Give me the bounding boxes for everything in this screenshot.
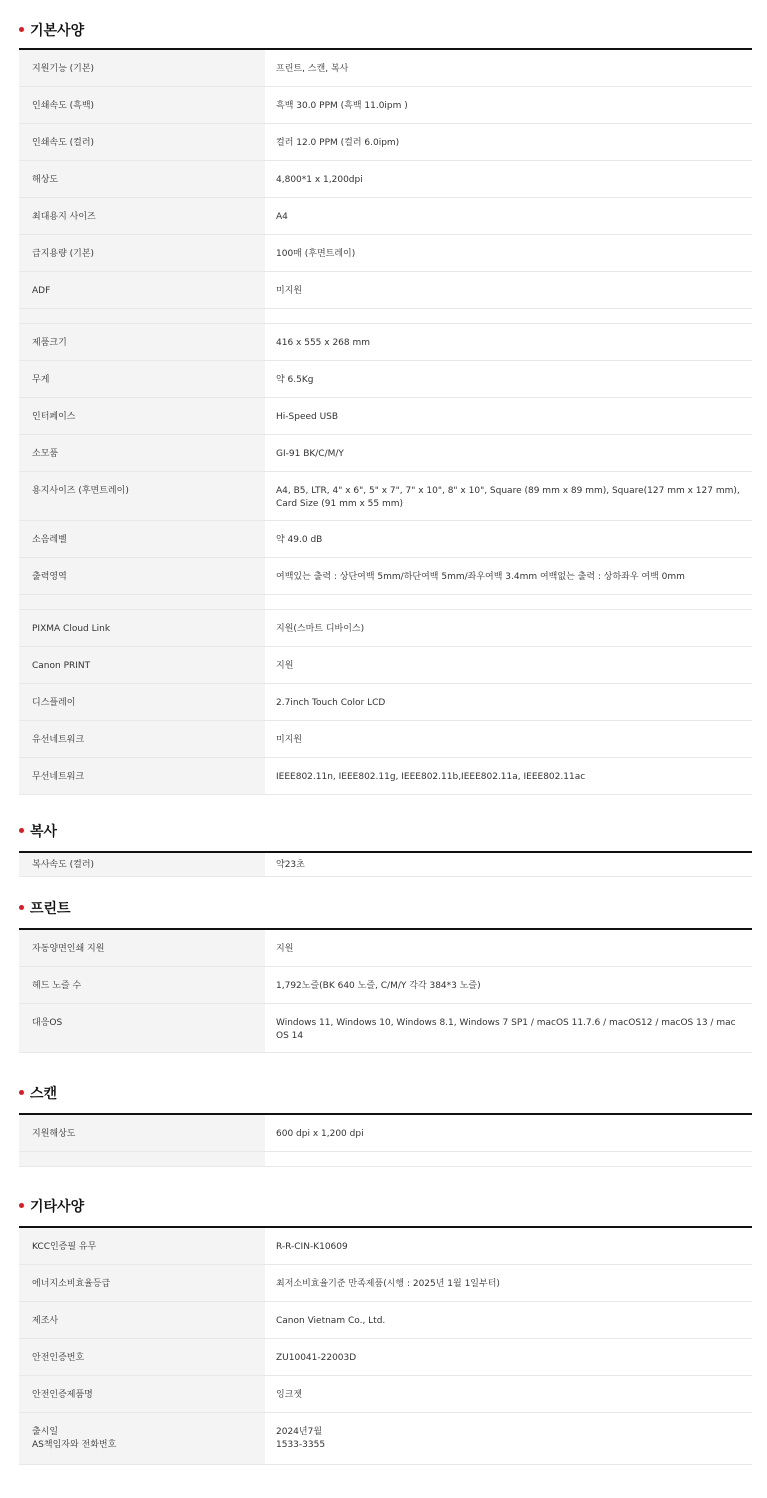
spec-value: GI-91 BK/C/M/Y: [276, 449, 344, 459]
spec-label: 안전인증제품명: [32, 1390, 93, 1400]
spec-row: [19, 50, 752, 87]
spec-label-cell: [19, 1228, 265, 1264]
spec-label: 해상도: [32, 175, 59, 185]
spec-label: 지원해상도: [32, 1129, 76, 1139]
spec-label: 출시일 AS책임자와 전화번호: [32, 1427, 117, 1450]
spec-label: 소모품: [32, 449, 59, 459]
spec-value: 1,792노즐(BK 640 노즐, C/M/Y 각각 384*3 노즐): [276, 981, 481, 991]
spec-row: [19, 1004, 752, 1053]
spec-label: PIXMA Cloud Link: [32, 624, 111, 634]
section-header: [19, 1085, 752, 1115]
spec-value: 잉크젯: [276, 1390, 303, 1400]
section-header: [19, 823, 752, 853]
bullet-dot-icon: [19, 1203, 24, 1208]
spec-label: 급지용량 (기본): [32, 249, 95, 259]
spec-label-cell: [19, 930, 265, 966]
spec-label: 디스플레이: [32, 698, 76, 708]
section-title: [19, 1085, 57, 1103]
spec-label: Canon PRINT: [32, 661, 91, 671]
spec-value: 600 dpi x 1,200 dpi: [276, 1129, 364, 1139]
spec-label-cell: [19, 1265, 265, 1301]
spec-label: ADF: [32, 286, 51, 296]
spec-label-cell: [19, 235, 265, 271]
spec-label-cell: [19, 595, 265, 609]
section-title-text: 스캔: [30, 1086, 58, 1102]
spec-label-cell: [19, 309, 265, 323]
spec-label: 무선네트워크: [32, 772, 85, 782]
spec-row: [19, 124, 752, 161]
spec-row: [19, 1115, 752, 1152]
spec-row: [19, 758, 752, 795]
spec-value: A4, B5, LTR, 4" x 6", 5" x 7", 7" x 10", 8" x 10", Square (89 mm x 89 mm), Square(127 mm x 127 mm), Card Size (91 mm x 55 mm): [276, 486, 740, 509]
spec-label-cell: [19, 1339, 265, 1375]
spec-label-cell: [19, 361, 265, 397]
spec-value: 2.7inch Touch Color LCD: [276, 698, 386, 708]
spec-value: 지원: [276, 661, 294, 671]
section-title-text: 프린트: [30, 901, 71, 917]
spec-row: [19, 1265, 752, 1302]
spec-label: 최대용지 사이즈: [32, 212, 96, 222]
bullet-dot-icon: [19, 905, 24, 910]
spec-label: 유선네트워크: [32, 735, 85, 745]
spec-row: [19, 324, 752, 361]
spec-row: [19, 198, 752, 235]
spec-value: ZU10041-22003D: [276, 1353, 357, 1363]
spec-row: [19, 87, 752, 124]
spec-value: Windows 11, Windows 10, Windows 8.1, Windows 7 SP1 / macOS 11.7.6 / macOS12 / macOS 13 / macOS 14: [276, 1018, 736, 1041]
spec-label-cell: [19, 161, 265, 197]
spec-label: 출력영역: [32, 572, 67, 582]
section-title-text: 기본사양: [30, 23, 85, 39]
spec-row: [19, 558, 752, 595]
spec-value: Canon Vietnam Co., Ltd.: [276, 1316, 386, 1326]
spec-label: 인쇄속도 (흑백): [32, 101, 95, 111]
spec-row: [19, 967, 752, 1004]
spec-label: KCC인증필 유무: [32, 1242, 97, 1252]
section-title-text: 복사: [30, 824, 58, 840]
spec-value: 미지원: [276, 286, 303, 296]
spec-label: 제조사: [32, 1316, 59, 1326]
spec-value: 100매 (후면트레이): [276, 249, 356, 259]
spec-value: 지원(스마트 디바이스): [276, 624, 365, 634]
spec-row: [19, 272, 752, 309]
section-title: [19, 1198, 84, 1216]
spec-row: [19, 1302, 752, 1339]
spec-value: 2024년7월 1533-3355: [276, 1427, 326, 1450]
spec-row: [19, 684, 752, 721]
spec-label-cell: [19, 398, 265, 434]
section-title: [19, 823, 57, 841]
spec-label-cell: [19, 1376, 265, 1412]
spec-row: [19, 235, 752, 272]
spec-label-cell: [19, 324, 265, 360]
spec-row: [19, 721, 752, 758]
spec-value: R-R-CIN-K10609: [276, 1242, 348, 1252]
section-title: [19, 900, 71, 918]
spec-label-cell: [19, 87, 265, 123]
bullet-dot-icon: [19, 27, 24, 32]
spec-label-cell: [19, 684, 265, 720]
spec-row: [19, 435, 752, 472]
spec-value: IEEE802.11n, IEEE802.11g, IEEE802.11b,IEEE802.11a, IEEE802.11ac: [276, 772, 586, 782]
spec-label: 인터페이스: [32, 412, 76, 422]
section-title-text: 기타사양: [30, 1199, 85, 1215]
spec-label-cell: [19, 610, 265, 646]
bullet-dot-icon: [19, 1090, 24, 1095]
spec-label-cell: [19, 124, 265, 160]
spec-value: 미지원: [276, 735, 303, 745]
spec-row: [19, 521, 752, 558]
spec-row: [19, 1413, 752, 1465]
spec-value: 지원: [276, 944, 294, 954]
spec-label-cell: [19, 758, 265, 794]
spec-label-cell: [19, 558, 265, 594]
spec-label-cell: [19, 967, 265, 1003]
spec-label: 용지사이즈 (후면트레이): [32, 486, 129, 496]
spec-label: 헤드 노즐 수: [32, 981, 82, 991]
spec-label: 지원기능 (기본): [32, 64, 95, 74]
bullet-dot-icon: [19, 828, 24, 833]
spec-label-cell: [19, 472, 265, 520]
spec-value: 약23초: [276, 860, 305, 870]
spec-label: 소음레벨: [32, 535, 67, 545]
spec-row: [19, 595, 752, 610]
spec-row: [19, 647, 752, 684]
spec-label-cell: [19, 1302, 265, 1338]
spec-row: [19, 472, 752, 521]
section-header: [19, 22, 752, 50]
spec-row: [19, 930, 752, 967]
spec-label-cell: [19, 1004, 265, 1052]
spec-label-cell: [19, 853, 265, 876]
spec-row: [19, 398, 752, 435]
spec-label: 무게: [32, 375, 50, 385]
spec-row: [19, 1376, 752, 1413]
spec-label-cell: [19, 1152, 265, 1166]
spec-label-cell: [19, 198, 265, 234]
spec-label-cell: [19, 521, 265, 557]
spec-row: [19, 1152, 752, 1167]
spec-value: 흑백 30.0 PPM (흑백 11.0ipm ): [276, 101, 408, 111]
spec-label: 안전인증번호: [32, 1353, 85, 1363]
spec-value: 최저소비효율기준 만족제품(시행 : 2025년 1월 1일부터): [276, 1279, 500, 1289]
spec-label: 에너지소비효율등급: [32, 1279, 111, 1289]
spec-row: [19, 1339, 752, 1376]
spec-row: [19, 610, 752, 647]
section-title: [19, 22, 84, 40]
spec-value: 프린트, 스캔, 복사: [276, 64, 349, 74]
spec-label-cell: [19, 721, 265, 757]
spec-row: [19, 361, 752, 398]
spec-row: [19, 309, 752, 324]
spec-label-cell: [19, 647, 265, 683]
spec-label-cell: [19, 50, 265, 86]
section-header: [19, 900, 752, 930]
spec-label-cell: [19, 435, 265, 471]
spec-value: 약 49.0 dB: [276, 535, 323, 545]
spec-label-cell: [19, 1115, 265, 1151]
spec-label: 제품크기: [32, 338, 67, 348]
spec-label: 복사속도 (컬러): [32, 860, 95, 870]
spec-label: 인쇄속도 (컬러): [32, 138, 95, 148]
spec-label-cell: [19, 1413, 265, 1464]
section-header: [19, 1198, 752, 1228]
spec-row: [19, 1228, 752, 1265]
spec-value: 여백있는 출력 : 상단여백 5mm/하단여백 5mm/좌우여백 3.4mm 여백없는 출력 : 상하좌우 여백 0mm: [276, 572, 685, 582]
spec-value: Hi-Speed USB: [276, 412, 339, 422]
spec-value: 416 x 555 x 268 mm: [276, 338, 371, 348]
spec-row: [19, 853, 752, 877]
spec-value: 약 6.5Kg: [276, 375, 314, 385]
spec-value: A4: [276, 212, 288, 222]
spec-row: [19, 161, 752, 198]
spec-value: 4,800*1 x 1,200dpi: [276, 175, 363, 185]
spec-label: 대응OS: [32, 1018, 63, 1028]
spec-label: 자동양면인쇄 지원: [32, 944, 105, 954]
spec-value: 컬러 12.0 PPM (컬러 6.0ipm): [276, 138, 400, 148]
spec-label-cell: [19, 272, 265, 308]
